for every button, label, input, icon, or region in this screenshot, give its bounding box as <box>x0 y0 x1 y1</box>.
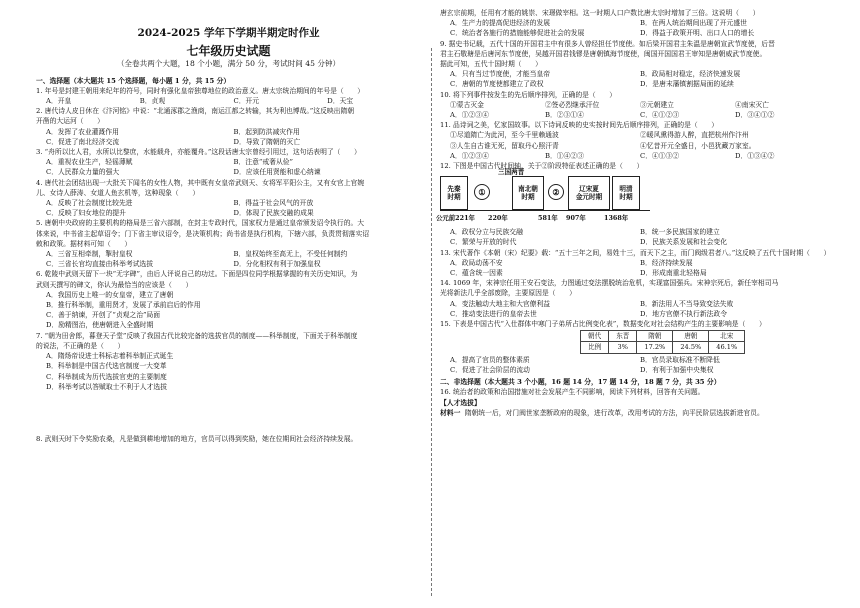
table-cell: 46.1% <box>709 342 745 353</box>
exam-note: （全卷共两个大题，18 个小题，满分 50 分，考试时间 45 分钟） <box>116 59 341 69</box>
q3-option-d: D．应该任用贤能和虚心纳谏 <box>233 168 321 177</box>
q11-option-c: C．④①③② <box>640 151 680 160</box>
q2-stem-cont: 开凿的大运河（ ） <box>36 117 104 126</box>
exam-subject: 七年级历史试题 <box>186 44 271 59</box>
q9-option-a: A．只有当过节度使，才能当皇帝 <box>450 70 551 79</box>
timeline-year-3: 581年 <box>538 214 558 223</box>
question-13 <box>440 248 830 279</box>
q10-event-4: ④南宋灭亡 <box>735 100 769 109</box>
q16-material-text: 隋朝统一后，对门阀世家垄断政府的现象，进行改革，改用考试的方法，向平民阶层选拔新进官员。 <box>464 408 764 417</box>
q6-option-d: D．励精图治，使唐朝进入全盛时期 <box>46 321 154 330</box>
q15-option-c: C．促进了社会阶层的流动 <box>450 365 530 374</box>
timeline-marker-2: ② <box>548 184 564 200</box>
q9-stem: 9. 据史书记载，五代十国的开国君主中有很多人曾经担任节度使。如后梁开国君主朱温是唐朝宣武节度使，后晋 <box>440 39 775 48</box>
timeline-period-liaosong <box>568 176 610 210</box>
q5-option-c: C．三省长官均直接由科举考试选拔 <box>46 260 154 269</box>
q14-stem: 14. 1069 年，宋神宗任用王安石变法，力图通过变法摆脱统治危机，实现富国强兵。宋神宗死后，新任宰相司马 <box>440 279 779 288</box>
q11-option-a: A．①②③④ <box>450 151 489 160</box>
q5-stem-cont2: 敕和政策。据材料可知（ ） <box>36 239 132 248</box>
question-11 <box>440 120 830 161</box>
timeline-period-xianqin <box>440 176 468 210</box>
q2-option-a: A．发挥了农业灌溉作用 <box>46 127 119 136</box>
q11-poem-2: ②暖风熏得游人醉，直把杭州作汴州 <box>640 131 749 140</box>
q13-option-d: D．形成南重北轻格局 <box>640 269 707 278</box>
q11-option-b: B．①④②③ <box>545 151 584 160</box>
timeline-period-nanbei <box>512 176 544 210</box>
q5-stem: 5. 唐朝中央政府的主要机构的格局是三省六部制，在封主专政时代，国家权力是通过皇帝颁发诏令执行的。大 <box>36 219 365 228</box>
q1-option-b: B．贞观 <box>139 97 166 106</box>
table-cell: 东晋 <box>609 331 637 342</box>
q2-option-c: C．促进了南北经济交流 <box>46 137 120 146</box>
q12-option-a: A．政权分立与民族交融 <box>450 228 523 237</box>
q10-option-d: D．③④①② <box>735 111 775 120</box>
table-cell: 隋朝 <box>637 331 673 342</box>
left-column <box>36 27 421 444</box>
q3-stem: 3. “舟所以比人君，水所以比黎庶，水能载舟，亦能覆舟。”这段话唐太宗曾经引用过，这句话表明了（ ） <box>36 148 361 157</box>
table-cell: 北宋 <box>709 331 745 342</box>
q12-option-b: B．统一多民族国家的建立 <box>640 228 720 237</box>
q7-stem-cont: 的说法，不正确的是（ ） <box>36 341 125 350</box>
q5-option-a: A．三省互相牵制，掣肘皇权 <box>46 250 133 259</box>
q13-option-a: A．政局动荡不安 <box>450 258 503 267</box>
q9-stem-cont2: 据此可知，五代十国时期（ ） <box>440 60 542 69</box>
q13-option-c: C．蕴含统一因素 <box>450 269 503 278</box>
q8-stem: 8. 武则天时下令奖励农桑，凡是做到耕地增加的地方，官员可以得到奖励，她在位期间社会经济持续发展。 <box>36 434 358 443</box>
q5-stem-cont: 体来说，中书省主起草诏令；门下省主审议诏令，是决策机构；尚书省是执行机构，下辖六部，负责贯彻落实诏 <box>36 229 370 238</box>
question-12 <box>436 161 830 248</box>
question-7 <box>36 331 421 392</box>
table-cell: 24.5% <box>673 342 709 353</box>
q9-stem-cont: 君主石敬瑭是后唐河东节度使，吴越开国君钱镠是唐朝镇海节度使，闽国开国国君王审知是唐朝威武节度使。 <box>440 49 767 58</box>
q10-option-a: A．①②③④ <box>450 111 489 120</box>
table-cell: 3% <box>609 342 637 353</box>
timeline-year-4: 907年 <box>566 214 586 223</box>
question-4 <box>36 178 421 219</box>
q4-stem: 4. 唐代社会团结出现一大批关下闻名的女性人物，其中既有女皇帝武则天、女将军平阳公主，又有女官上官婉 <box>36 178 365 187</box>
q4-stem-cont: 儿、女诗人薛涛、女道人鱼玄机等，这种现象（ ） <box>36 188 200 197</box>
timeline-label-sanguo: 三国两晋 <box>498 168 525 177</box>
q10-stem: 10. 将下列事件按发生的先后顺序排列，正确的是（ ） <box>440 90 617 99</box>
q16-subheading: 【人才选拔】 <box>440 398 481 407</box>
question-15 <box>440 319 830 375</box>
question-14 <box>440 278 830 319</box>
q12-timeline <box>436 168 830 225</box>
q11-stem: 11. 品诗词之美，忆家国故事。以下诗词反映的史实按时间先后顺序排列，正确的是（ ） <box>440 121 719 130</box>
q11-option-d: D．①③④② <box>735 151 775 160</box>
question-1 <box>36 86 421 106</box>
q2-option-b: B．起到防洪减灾作用 <box>233 127 300 136</box>
q12-option-c: C．繁荣与开放的时代 <box>450 238 517 247</box>
timeline-label-xianqin: 先秦 时期 <box>447 185 461 202</box>
q3-option-a: A．重视农业生产，轻徭薄赋 <box>46 158 133 167</box>
column-divider <box>431 48 432 596</box>
question-6 <box>36 269 421 330</box>
q1-option-c: C．开元 <box>233 97 260 106</box>
q6-option-b: B．推行科举制，重用贤才，发展了承前启后的作用 <box>46 301 201 310</box>
q13-stem: 13. 宋代著作《本朝（宋）纪要》载：“五十三年之间，易姓十三，而天下之主，而门阀级君者八。”这反映了五代十国时期（ ） <box>440 248 831 257</box>
q11-poem-1: ①尽道隋亡为此河，至今千里赖通波 <box>450 131 559 140</box>
q10-option-c: C．④①②③ <box>640 111 680 120</box>
question-3 <box>36 147 421 178</box>
question-10 <box>440 90 830 121</box>
q10-option-b: B．②③①④ <box>545 111 584 120</box>
table-cell: 唐朝 <box>673 331 709 342</box>
q15-option-b: B．官员录取标准不断降低 <box>640 355 720 364</box>
q1-stem: 1. 年号是封建王朝用来纪年的符号，同时有强化皇帝独尊地位的政治意义。唐太宗统治期间的年号是（ ） <box>36 86 365 95</box>
timeline-label-mingqing: 明清 时期 <box>619 185 633 202</box>
q15-stem: 15. 下表是中国古代“入仕群体中寒门子弟所占比例变化表”，数据变化对社会结构产生的主要影响是（ ） <box>440 320 766 329</box>
q7-stem: 7. “朝为田舍郎，暮登天子堂”反映了我国古代比较完备的选拔官员的制度——科举制度，下面关于科举制度 <box>36 331 358 340</box>
q7-option-b: B．科举制是中国古代选官制度一大变革 <box>46 362 167 371</box>
q14-option-c: C．推动变法进行的皇帝去世 <box>450 309 537 318</box>
q16-stem: 16. 统治者的政策和治国措施对社会发展产生不同影响，阅读下列材料，回答有关问题。 <box>440 388 705 397</box>
q2-option-d: D．导致了隋朝的灭亡 <box>233 137 301 146</box>
q14-stem-cont: 光将新法几乎全部废除，主要原因是（ ） <box>440 289 576 298</box>
q2-stem: 2. 唐代诗人皮日休在《汴河铭》中说：“北通涿郡之渔商，南运江都之转输，其为利也博哉。”这反映出隋朝 <box>36 107 355 116</box>
question-8 <box>36 434 421 444</box>
q14-option-b: B．新法用人不当导致变法失败 <box>640 299 734 308</box>
question-5 <box>36 218 421 269</box>
q6-stem: 6. 乾陵中武则天留下一块“无字碑”，由后人评说自己的功过。下面是四位同学根据掌握的有关历史知识，为 <box>36 270 358 279</box>
table-row <box>581 342 745 353</box>
q15-table <box>580 330 745 353</box>
q4-option-d: D．体现了民族交融的成果 <box>233 209 314 218</box>
q8-option-d: D．得益于政策开明、出口人口的增长 <box>640 29 755 38</box>
timeline-year-2: 220年 <box>488 214 508 223</box>
timeline-period-mingqing <box>612 176 640 210</box>
table-row <box>581 331 745 342</box>
q5-option-b: B．皇权始终至高无上，不受任何制约 <box>233 250 348 259</box>
section2-title: 二、非选择题（本大题共 3 个小题，16 题 14 分，17 题 14 分，18 题 7 分，共 35 分） <box>440 378 721 387</box>
timeline-year-5: 1368年 <box>604 214 629 223</box>
q11-poem-3: ③人生自古谁无死，留取丹心照汗青 <box>450 141 559 150</box>
q10-event-1: ①蒙古灭金 <box>450 100 484 109</box>
table-cell: 17.2% <box>637 342 673 353</box>
q3-option-b: B．注意“戒奢从俭” <box>233 158 294 167</box>
q9-option-c: C．唐朝的节度使都建立了政权 <box>450 80 544 89</box>
question-9 <box>440 39 830 90</box>
q13-option-b: B．经济持续发展 <box>640 258 693 267</box>
question-8-cont <box>440 8 830 39</box>
q7-option-d: D．科举考试以答赋取士不利于人才选拔 <box>46 382 167 391</box>
q1-option-a: A．开皇 <box>46 97 72 106</box>
q8-option-a: A．生产力的提高促进经济的发展 <box>450 19 551 28</box>
q14-option-d: D．地方官僚不执行新法政令 <box>640 309 728 318</box>
table-cell: 朝代 <box>581 331 609 342</box>
timeline-marker-1: ① <box>474 184 490 200</box>
q9-option-d: D．是唐末藩镇割据局面的延续 <box>640 80 734 89</box>
q4-option-a: A．反映了社会制度比较先进 <box>46 199 133 208</box>
timeline-label-liaosong: 辽宋夏 金元时期 <box>575 185 603 202</box>
q10-event-3: ③元朝建立 <box>640 100 674 109</box>
q8-option-b: B．在两人统治期间出现了开元盛世 <box>640 19 747 28</box>
section1-title: 一、选择题（本大题共 15 个选择题，每小题 1 分，共 15 分） <box>36 76 231 85</box>
q10-event-2: ②签必烈继承汗位 <box>545 100 600 109</box>
question-16 <box>440 387 830 418</box>
q14-option-a: A．变法触动大地主和大官僚利益 <box>450 299 551 308</box>
timeline-year-1: 公元前221年 <box>436 214 475 223</box>
q15-option-a: A．提高了官员的整体素质 <box>450 355 530 364</box>
q12-stem: 12. 下图是中国古代时间轴，关于②阶段特征表述正确的是（ ） <box>440 162 644 171</box>
q6-option-a: A．我国历史上唯一的女皇帝，建立了唐朝 <box>46 290 174 299</box>
timeline-label-nanbei: 南北朝 时期 <box>518 185 538 202</box>
q1-option-d: D．天宝 <box>327 97 354 106</box>
q8-option-c: C．统治者各施行的措施能够促进社会的发展 <box>450 29 585 38</box>
q9-option-b: B．政局相对稳定，经济快速发展 <box>640 70 741 79</box>
q3-option-c: C．人民群众力量的强大 <box>46 168 120 177</box>
timeline-axis <box>440 210 650 211</box>
exam-title: 2024-2025 学年下学期半期定时作业 <box>137 27 320 39</box>
table-cell: 比例 <box>581 342 609 353</box>
q12-option-d: D．民族关系发展和社会变化 <box>640 238 728 247</box>
q5-option-d: D．分化相权有利于加强皇权 <box>233 260 321 269</box>
q6-stem-cont: 武则天撰写的碑文，你认为最恰当的应该是（ ） <box>36 280 193 289</box>
q4-option-c: C．反映了妇女地位的提升 <box>46 209 126 218</box>
q8-stem-cont: 唐玄宗前期，任用有才能的姚崇、宋璟做宰相。这一时期人口户数比唐太宗时增加了三倍。这说明（ ） <box>440 9 760 17</box>
q7-option-a: A．隋炀帝设进士科标志着科举制正式诞生 <box>46 352 174 361</box>
right-column <box>436 9 831 418</box>
q7-option-c: C．科举制成为历代选拔官吏的主要制度 <box>46 372 167 381</box>
q6-option-c: C．善于纳谏，开创了“贞观之治”局面 <box>46 311 161 320</box>
q16-material-label: 材料一 <box>440 408 461 417</box>
question-2 <box>36 106 421 147</box>
q11-poem-4: ④忆昔开元全盛日，小邑犹藏万家室。 <box>640 141 756 150</box>
q15-option-d: D．有利于加强中央集权 <box>640 365 714 374</box>
q4-option-b: B．得益于社会风气的开放 <box>233 199 314 208</box>
